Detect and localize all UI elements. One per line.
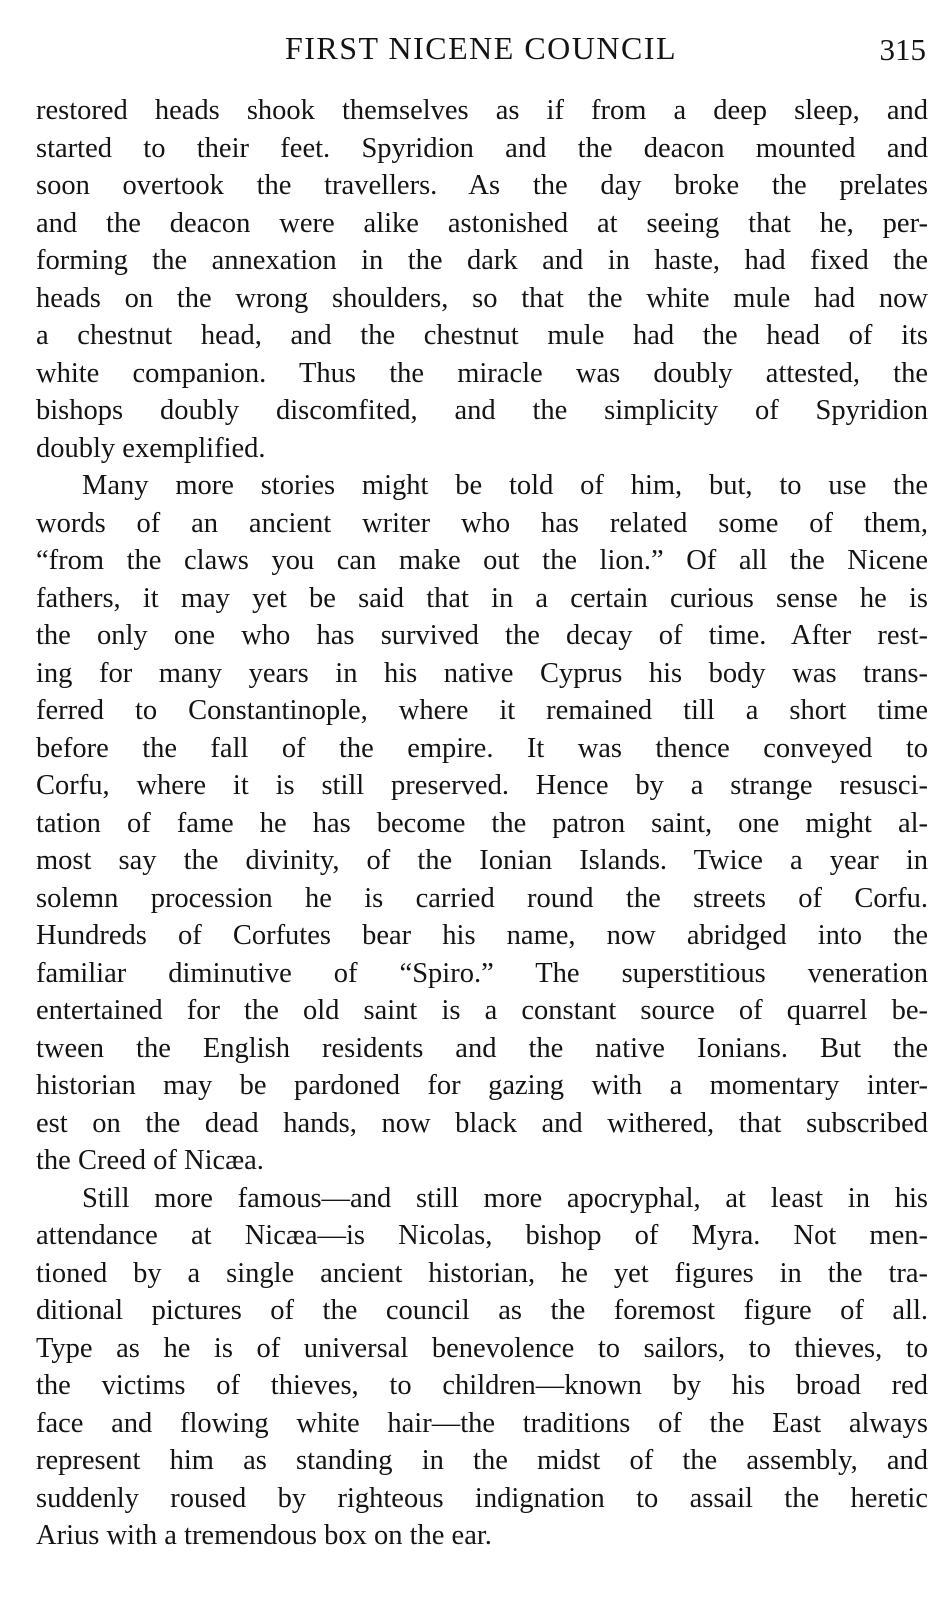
text-line: the victims of thieves, to children—known by his broad red: [36, 1370, 928, 1401]
page-number: 315: [879, 32, 926, 67]
running-header: [36, 26, 926, 70]
text-line: est on the dead hands, now black and withered, that subscribed: [36, 1107, 928, 1139]
text-line: fathers, it may yet be said that in a certain curious sense he is: [36, 582, 928, 614]
text-line: face and flowing white hair—the traditions of the East always: [36, 1407, 928, 1439]
text-line: Hundreds of Corfutes bear his name, now abridged into the: [36, 920, 928, 951]
text-line: tween the English residents and the native Ionians. But the: [36, 1032, 928, 1064]
text-line: Corfu, where it is still preserved. Hence by a strange resusci-: [36, 770, 928, 801]
text-line: forming the annexation in the dark and in haste, had fixed the: [36, 245, 928, 276]
text-line: restored heads shook themselves as if from a deep sleep, and: [36, 95, 928, 126]
text-line: familiar diminutive of “Spiro.” The superstitious veneration: [36, 957, 928, 989]
text-line: doubly exemplified.: [36, 432, 266, 464]
text-line: ferred to Constantinople, where it remained till a short time: [36, 695, 928, 726]
text-line: words of an ancient writer who has related some of them,: [36, 507, 928, 539]
text-line: before the fall of the empire. It was thence conveyed to: [36, 732, 928, 764]
text-line: ditional pictures of the council as the foremost figure of all.: [36, 1295, 928, 1326]
text-line: started to their feet. Spyridion and the deacon mounted and: [36, 132, 928, 164]
paragraph-spyridion-mules: [36, 92, 928, 467]
text-line: tation of fame he has become the patron saint, one might al-: [36, 807, 928, 839]
text-line: historian may be pardoned for gazing with a momentary inter-: [36, 1070, 928, 1101]
text-line: Arius with a tremendous box on the ear.: [36, 1520, 492, 1551]
running-title: FIRST NICENE COUNCIL: [284, 30, 678, 66]
text-line: heads on the wrong shoulders, so that the white mule had now: [36, 282, 928, 314]
text-line: soon overtook the travellers. As the day broke the prelates: [36, 170, 928, 201]
body-text: [36, 92, 928, 1555]
text-line: Still more famous—and still more apocryphal, at least in his: [82, 1182, 928, 1214]
text-line: Type as he is of universal benevolence to sailors, to thieves, to: [36, 1332, 928, 1364]
text-line: attendance at Nicæa—is Nicolas, bishop of Myra. Not men-: [36, 1220, 928, 1251]
text-line: bishops doubly discomfited, and the simplicity of Spyridion: [36, 395, 928, 426]
paragraph-spyridion-relics: [36, 467, 928, 1180]
text-line: a chestnut head, and the chestnut mule had the head of its: [36, 320, 928, 351]
paragraph-nicolas-of-myra: [36, 1180, 928, 1555]
text-line: the only one who has survived the decay of time. After rest-: [36, 620, 928, 651]
text-line: ing for many years in his native Cyprus his body was trans-: [36, 657, 928, 689]
text-line: “from the claws you can make out the lion.” Of all the Nicene: [36, 545, 928, 576]
text-line: solemn procession he is carried round the streets of Corfu.: [36, 882, 928, 914]
text-line: suddenly roused by righteous indignation to assail the heretic: [36, 1482, 928, 1514]
text-line: tioned by a single ancient historian, he yet figures in the tra-: [36, 1257, 928, 1289]
text-line: entertained for the old saint is a constant source of quarrel be-: [36, 995, 928, 1026]
text-line: the Creed of Nicæa.: [36, 1145, 264, 1176]
text-line: and the deacon were alike astonished at seeing that he, per-: [36, 207, 928, 239]
text-line: represent him as standing in the midst of the assembly, and: [36, 1445, 928, 1476]
text-line: white companion. Thus the miracle was doubly attested, the: [36, 357, 928, 389]
text-line: Many more stories might be told of him, but, to use the: [82, 470, 928, 501]
text-line: most say the divinity, of the Ionian Islands. Twice a year in: [36, 845, 928, 876]
